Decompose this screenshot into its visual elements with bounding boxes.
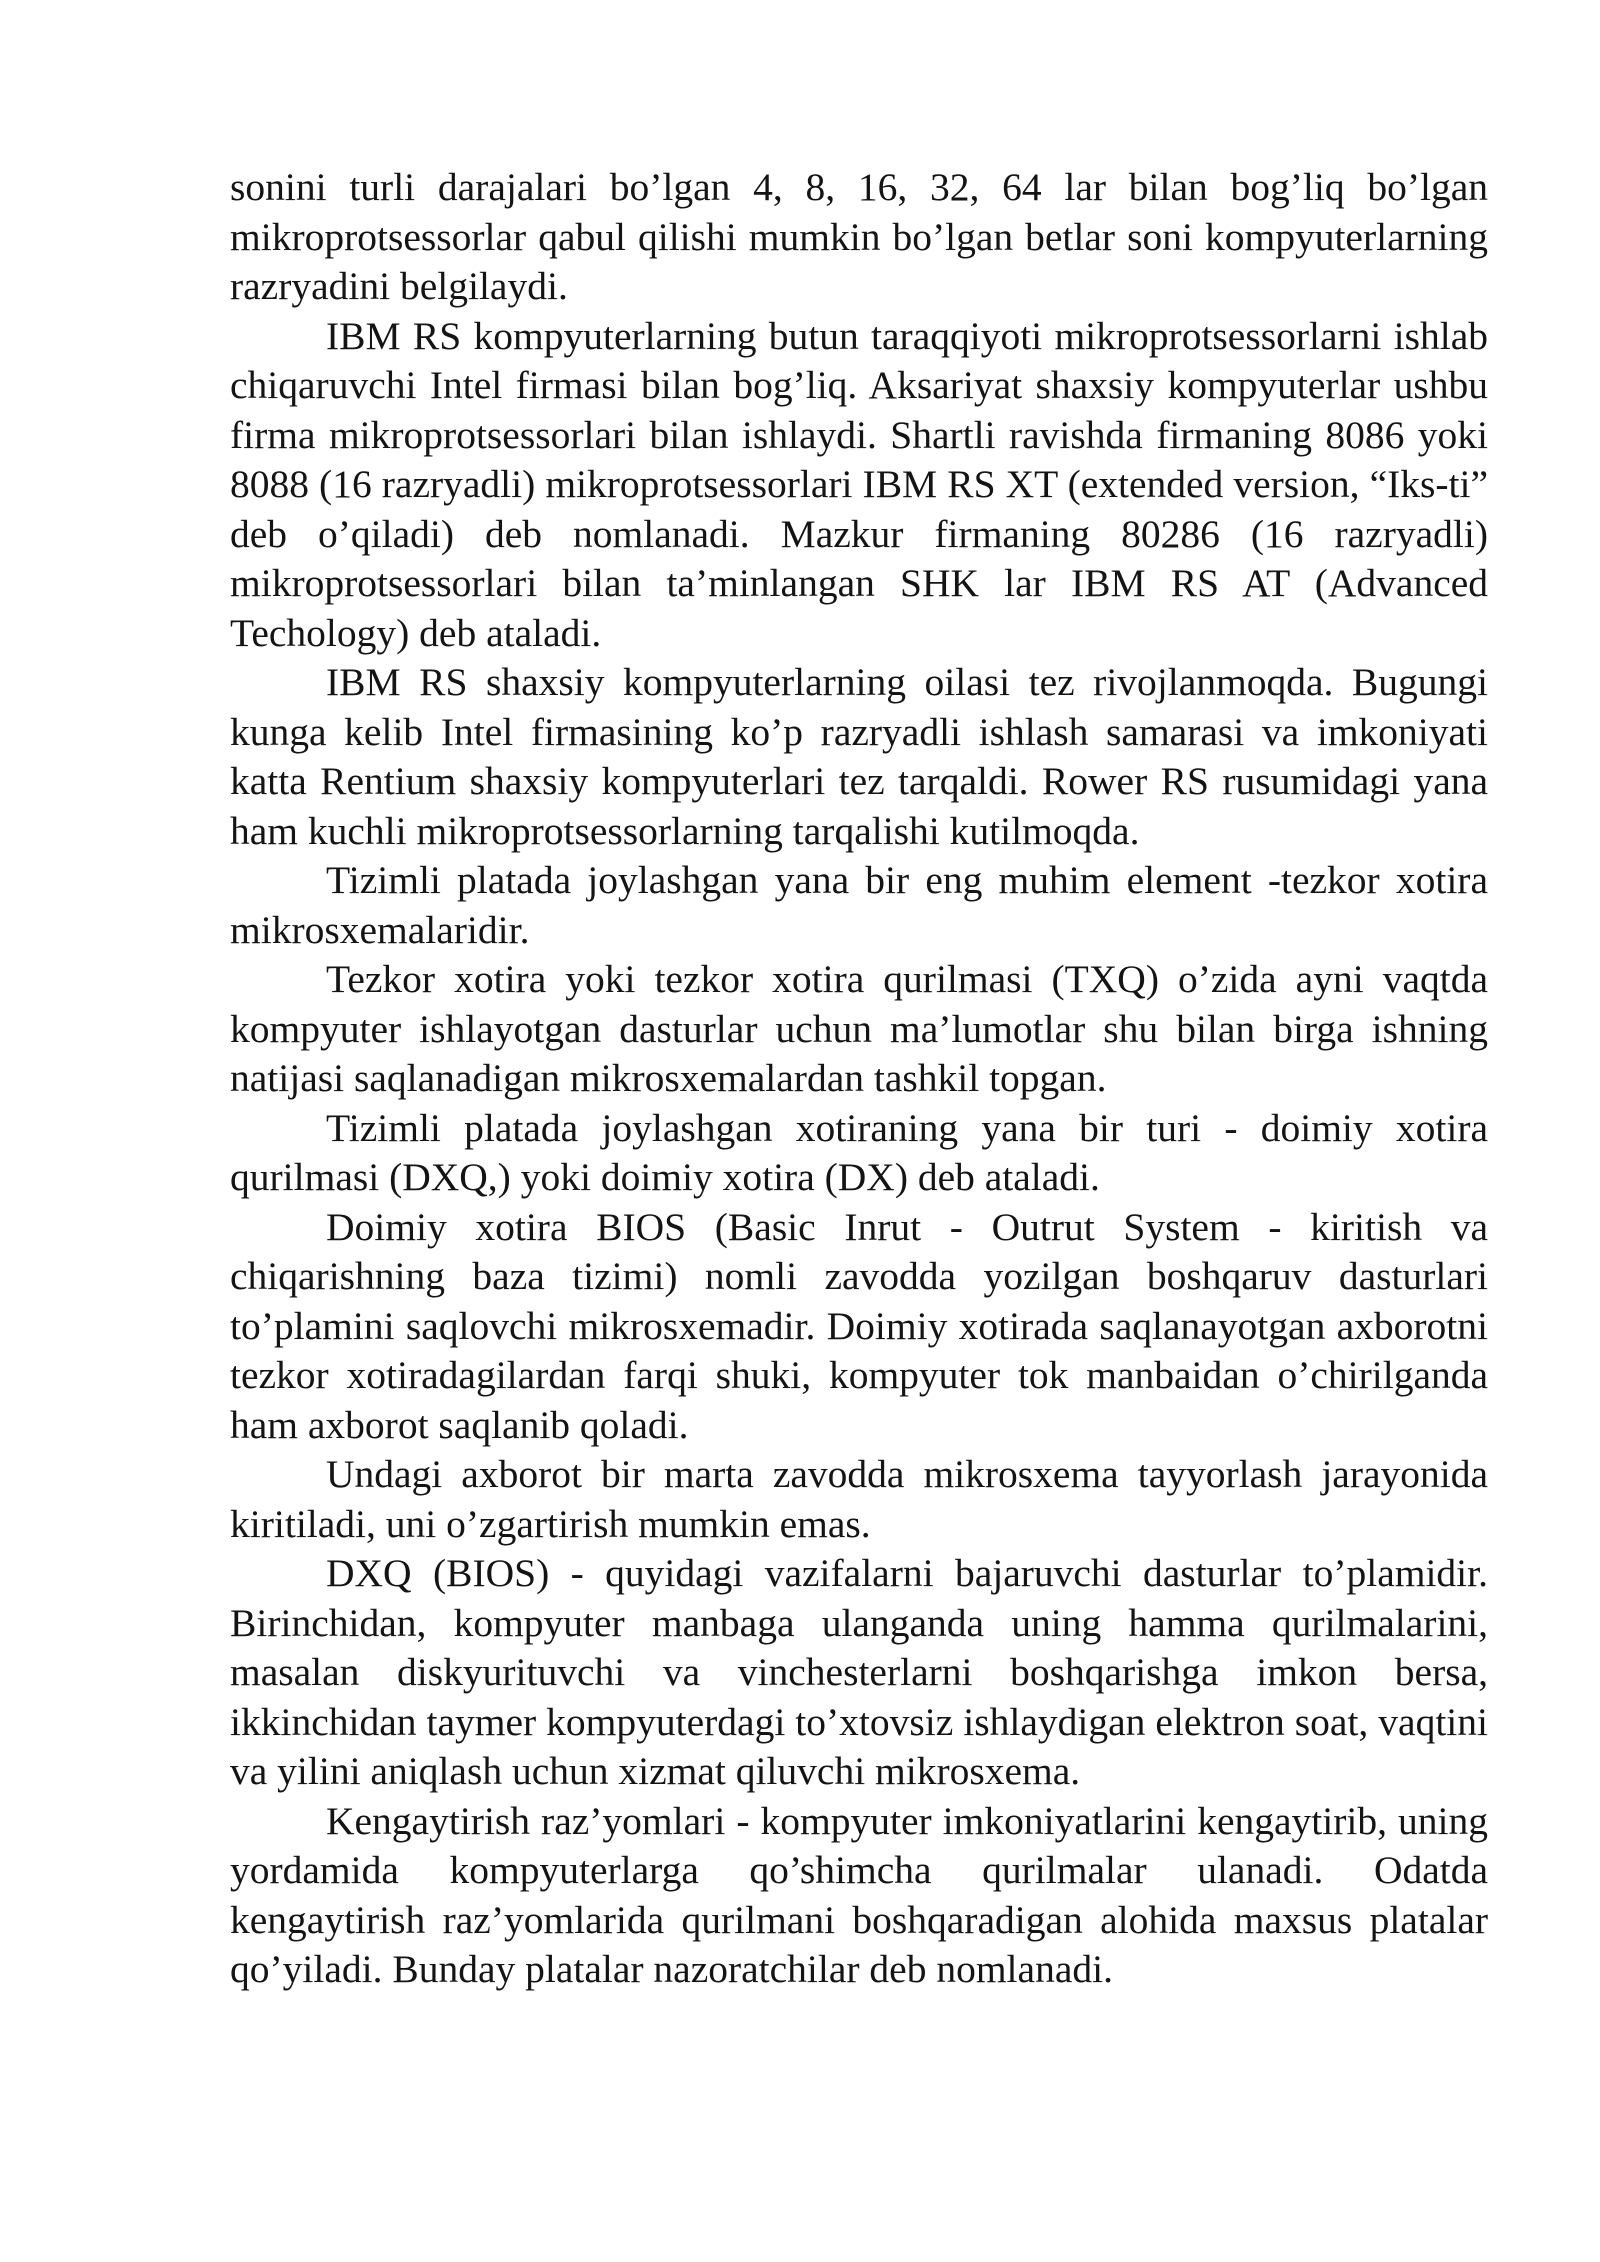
text-line: Odatda kengaytirish raz’yomlarida qurilmani boshqaradigan alohida	[230, 1848, 1489, 1942]
text-line: IBM RS XT (extended version, “Iks-ti” deb o’qiladi) deb nomlanadi.	[230, 462, 1489, 556]
text-line: Tezkor xotira yoki tezkor xotira qurilmasi (TXQ) o’zida ayni	[326, 957, 1364, 1001]
paragraph-ram-element	[230, 856, 1488, 955]
text-line: vaqtda kompyuter ishlayotgan dasturlar uchun ma’lumotlar shu bilan	[230, 957, 1489, 1051]
paragraph-expansion-slots	[230, 1797, 1488, 1995]
paragraph-intro-continued	[230, 163, 1488, 312]
text-line: ishlab chiqaruvchi Intel firmasi bilan bog’liq. Aksariyat shaxsiy	[230, 313, 1488, 407]
text-line: uning yordamida kompyuterlarga qo’shimcha qurilmalar ulanadi.	[230, 1798, 1488, 1892]
text-line: qurilmalarini, masalan diskyurituvchi va vinchesterlarni boshqarishga	[230, 1600, 1489, 1694]
text-line: DXQ (BIOS) - quyidagi vazifalarni bajaruvchi dasturlar	[326, 1551, 1282, 1595]
text-line: kompyuterlarning razryadini belgilaydi.	[230, 214, 1488, 308]
text-line: mikrosxema.	[875, 1749, 1081, 1793]
paragraph-dxq-functions	[230, 1549, 1488, 1797]
text-line: to’plamini saqlovchi mikrosxemadir. Doimiy xotirada saqlanayotgan	[230, 1303, 1326, 1348]
text-line: jarayonida kiritiladi, uni o’zgartirish mumkin emas.	[230, 1452, 1489, 1546]
text-line: imkoniyati katta Rentium shaxsiy kompyuterlari tez tarqaldi. Rower RS	[230, 709, 1488, 803]
text-line: qurilmasi (DXQ,) yoki doimiy xotira (DX) deb ataladi.	[230, 1155, 1100, 1199]
text-line: Mazkur firmaning 80286 (16 razryadli) mikroprotsessorlari bilan	[230, 511, 1488, 605]
text-line: IBM RS shaxsiy kompyuterlarning oilasi tez rivojlanmoqda.	[326, 660, 1334, 704]
text-line: Tizimli platada joylashgan xotiraning yana bir turi - doimiy xotira	[326, 1105, 1488, 1150]
text-line: Doimiy xotira BIOS (Basic Inrut - Outrut System - kiritish va	[326, 1204, 1488, 1249]
text-line: kompyuterlar ushbu firma mikroprotsessorlari bilan ishlaydi. Shartli	[230, 363, 1489, 457]
text-line: imkon bersa, ikkinchidan taymer kompyuterdagi to’xtovsiz ishlaydigan	[230, 1650, 1489, 1744]
text-line: birga ishning natijasi saqlanadigan mikrosxemalardan tashkil topgan.	[230, 1006, 1488, 1100]
text-line: mikroprotsessorlar qabul qilishi mumkin bo’lgan betlar soni	[230, 214, 1193, 259]
paragraph-bios	[230, 1203, 1488, 1451]
text-line: Kengaytirish raz’yomlari - kompyuter imkoniyatlarini kengaytirib,	[326, 1798, 1387, 1843]
text-line: sonini turli darajalari bo’lgan 4, 8, 16, 32, 64 lar bilan bog’liq bo’lgan	[230, 165, 1488, 209]
text-line: xotira mikrosxemalaridir.	[230, 858, 1488, 952]
text-line: elektron soat, vaqtini va yilini aniqlash uchun xizmat qiluvchi	[230, 1699, 1489, 1793]
paragraph-ibm-family	[230, 658, 1488, 856]
text-line: axborotni tezkor xotiradagilardan farqi shuki, kompyuter tok manbaidan	[230, 1303, 1489, 1397]
text-line: Tizimli platada joylashgan yana bir eng muhim element -tezkor	[326, 858, 1380, 902]
paragraph-rom-type	[230, 1104, 1488, 1203]
paragraph-ibm-intel	[230, 312, 1488, 659]
text-line: IBM RS kompyuterlarning butun taraqqiyoti mikroprotsessorlarni	[326, 313, 1382, 358]
text-line: o’chirilganda ham axborot saqlanib qoladi.	[230, 1353, 1489, 1447]
document-page	[230, 163, 1488, 1995]
text-line: Undagi axborot bir marta zavodda mikrosxema tayyorlash	[326, 1452, 1303, 1496]
text-line: ravishda firmaning 8086 yoki 8088 (16 razryadli) mikroprotsessorlari	[230, 412, 1488, 506]
text-line: Bugungi kunga kelib Intel firmasining ko’p razryadli ishlash samarasi va	[230, 660, 1488, 754]
text-line: chiqarishning baza tizimi) nomli zavodda yozilgan boshqaruv dasturlari	[230, 1254, 1488, 1298]
text-line: rusumidagi yana ham kuchli mikroprotsessorlarning tarqalishi	[230, 759, 1489, 853]
text-line: ta’minlangan SHK lar IBM RS AT (Advanced Techology) deb ataladi.	[230, 561, 1489, 655]
text-line: maxsus platalar qo’yiladi. Bunday platalar nazoratchilar deb nomlanadi.	[230, 1897, 1489, 1991]
text-line: kutilmoqda.	[949, 808, 1140, 853]
text-line: to’plamidir. Birinchidan, kompyuter manbaga ulanganda uning hamma	[230, 1551, 1489, 1645]
paragraph-ram-definition	[230, 955, 1488, 1104]
paragraph-rom-factory	[230, 1450, 1488, 1549]
